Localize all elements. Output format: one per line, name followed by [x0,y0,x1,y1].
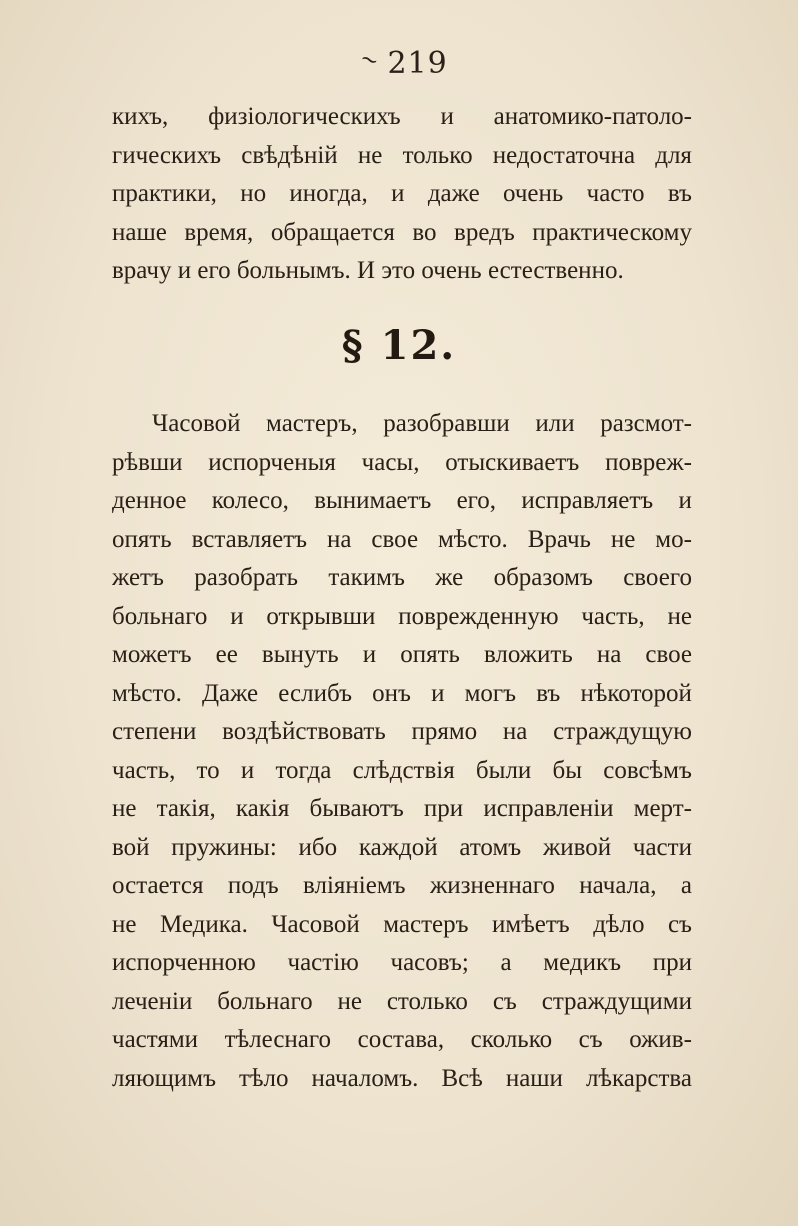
word: опять [112,525,172,553]
word: и [431,679,445,707]
text-line: врачу и его больнымъ. И это очень естественно. [112,257,624,284]
word: жизненнаго [429,872,555,899]
word: тѣлеснаго [224,1026,332,1053]
word: часовъ; [390,949,469,976]
word: вынуть [261,641,339,668]
text-line [112,598,692,637]
word: и [230,602,244,630]
word: еслибъ [278,679,352,707]
word: и [240,756,255,784]
word: были [475,756,532,784]
text-line [112,175,692,214]
word: рѣвши [112,448,183,476]
word: больнаго [112,602,208,630]
word: отыскиваетъ [445,448,580,476]
word: степени [112,718,197,745]
page-number-value: 219 [387,46,448,81]
word: не [337,987,362,1015]
page-number [356,45,448,81]
word: обращается [270,218,395,246]
word: каждой [358,833,438,861]
word: не [667,602,692,630]
text-line [112,675,692,714]
word: части [632,833,692,861]
word: онъ [372,679,411,707]
word: имѣетъ [492,910,570,938]
text-line [112,636,692,675]
word: съ [578,1026,603,1053]
word: жетъ [112,564,164,591]
text-line [112,559,692,598]
paragraph-main [112,405,692,1098]
word: наши [505,1064,563,1092]
word: дѣло [593,910,645,938]
word: недостаточна [492,141,636,169]
paragraph-continued [112,98,692,291]
word: на [596,641,622,668]
word: мѣсто. [112,679,182,707]
word: опять [400,641,460,668]
word: на [327,525,352,553]
word: во [412,218,437,246]
word: часто [586,180,645,207]
word: поврежденную [398,602,559,630]
word: частями [112,1026,199,1053]
text-line [112,444,692,483]
word: практическому [532,218,692,246]
word: Врачь [527,525,591,553]
word: сколько [470,1026,553,1053]
text-line [112,752,692,791]
word: повреж- [605,448,692,476]
word: не [610,525,636,553]
word: а [500,949,512,976]
word: частію [287,949,359,976]
word: его, [456,487,497,514]
word: вредъ [454,218,515,246]
word: можетъ [112,641,192,668]
word: остается [112,872,204,899]
word: испорченною [112,949,256,976]
text-line [112,790,692,829]
word: для [655,141,692,169]
word: гическихъ [112,141,222,169]
word: иногда, [289,180,368,207]
word: Даже [201,679,259,707]
word: а [680,872,692,899]
word: время, [184,218,254,246]
text-line [112,867,692,906]
word: только [402,141,473,169]
text-line [112,983,692,1022]
word: ибо [298,833,338,861]
word: на [502,718,528,745]
word: вой [112,833,150,861]
word: бываютъ [309,795,404,822]
word: или [535,410,575,437]
word: подъ [227,872,279,899]
word: столько [386,987,468,1015]
word: Всѣ [441,1064,483,1092]
text-line [112,521,692,560]
word: мастеръ, [266,410,358,437]
word: вставляетъ [191,525,308,553]
word: мо- [655,525,692,553]
text-line [112,713,692,752]
word: Медика. [159,910,248,938]
word: вложить [483,641,573,668]
word: ее [215,641,238,668]
word: разобравши [383,410,510,437]
word: то [196,756,220,784]
word: тогда [275,756,332,784]
word: исправленіи [483,795,614,822]
word: прямо [411,718,478,745]
text-line [112,98,692,137]
word: нѣкоторой [580,679,692,707]
word: но [240,180,267,207]
word: леченіи [112,987,193,1015]
word: такимъ [328,564,405,591]
word: и [440,103,454,130]
text-line [112,1021,692,1060]
word: слѣдствія [352,756,455,784]
word: колесо, [211,487,289,514]
word: въ [667,180,692,207]
word: лѣкарства [585,1064,692,1092]
word: кихъ, [112,103,169,130]
word: такія, [156,795,216,822]
word: разобрать [194,564,299,591]
word: разсмот- [600,410,692,437]
word: атомъ [459,833,522,861]
word: свѣдѣній [241,141,338,169]
word: открывши [266,602,376,630]
text-line [112,944,692,983]
word: вынимаетъ [314,487,432,514]
section-heading: § 12. [341,322,457,369]
text-line [112,1060,692,1099]
text-line [112,482,692,521]
word: очень [503,180,564,207]
word: исправляетъ [521,487,654,514]
word: ляющимъ [112,1064,217,1092]
page-number-mark: ~ [356,45,384,76]
word: при [423,795,464,822]
word: началомъ. [311,1064,419,1092]
word: же [435,564,464,591]
word: и [362,641,377,668]
word: могъ [464,679,517,707]
word: Часовой [152,410,241,437]
word: свое [645,641,692,668]
word: съ [492,987,517,1015]
word: съ [667,910,692,938]
word: физіологическихъ [208,103,401,130]
word: больнаго [217,987,313,1015]
word: не [112,795,137,822]
word: бы [552,756,583,784]
word: начала, [579,872,657,899]
word: ожив- [629,1026,692,1053]
word: своего [623,564,692,591]
word: часть, [581,602,645,630]
text-line [112,829,692,868]
word: воздѣйствовать [222,718,386,745]
word: вліяніемъ [303,872,406,899]
word: часы, [361,448,420,476]
word: мерт- [633,795,692,822]
word: свое [371,525,419,553]
word: страждущими [541,987,692,1015]
word: даже [427,180,480,207]
word: анатомико-патоло- [493,103,692,130]
word: мѣсто. [437,525,508,553]
word: и [678,487,692,514]
word: денное [112,487,187,514]
word: образомъ [493,564,593,591]
word: при [652,949,692,976]
text-line [112,214,692,253]
word: тѣло [239,1064,289,1092]
word: практики, [112,180,217,207]
word: страждущую [553,718,692,745]
word: часть, [112,756,176,784]
word: совсѣмъ [603,756,692,784]
word: пружины: [171,833,277,861]
word: какія [235,795,290,822]
text-line [112,405,692,444]
text-line [112,906,692,945]
word: состава, [357,1026,445,1053]
word: медикъ [543,949,622,976]
word: въ [536,679,561,707]
word: наше [112,218,167,246]
word: Часовой [271,910,360,938]
text-line [112,137,692,176]
word: испорченыя [208,448,336,476]
word: не [357,141,383,169]
word: мастеръ [383,910,469,938]
word: не [112,910,137,938]
word: живой [542,833,612,861]
word: и [391,180,405,207]
